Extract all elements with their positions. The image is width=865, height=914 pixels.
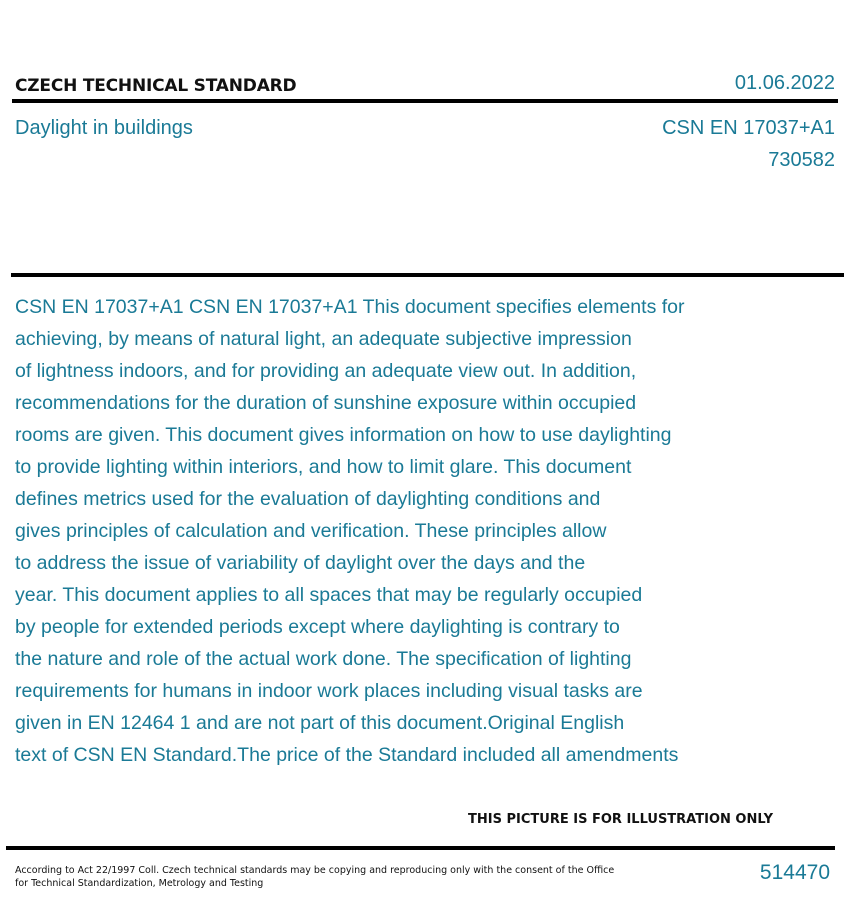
abstract-line: gives principles of calculation and verification. These principles allow xyxy=(15,520,607,542)
abstract-line: achieving, by means of natural light, an adequate subjective impression xyxy=(15,328,632,350)
abstract-line: by people for extended periods except where daylighting is contrary to xyxy=(15,616,620,638)
document-subject: Daylight in buildings xyxy=(15,117,193,139)
classification-number: 730582 xyxy=(768,149,835,171)
legal-line: for Technical Standardization, Metrology and Testing xyxy=(15,878,264,889)
legal-notice xyxy=(15,864,615,890)
abstract-line: of lightness indoors, and for providing an adequate view out. In addition, xyxy=(15,360,637,382)
abstract-line: rooms are given. This document gives information on how to use daylighting xyxy=(15,424,672,446)
document-abstract xyxy=(15,291,785,771)
abstract-line: text of CSN EN Standard.The price of the Standard included all amendments xyxy=(15,744,679,766)
abstract-line: the nature and role of the actual work done. The specification of lighting xyxy=(15,648,632,670)
legal-line: According to Act 22/1997 Coll. Czech technical standards may be copying and reproducing only with the consent of the Office xyxy=(15,865,615,876)
top-divider xyxy=(12,99,838,103)
abstract-line: to provide lighting within interiors, and how to limit glare. This document xyxy=(15,456,632,478)
abstract-line: to address the issue of variability of daylight over the days and the xyxy=(15,552,586,574)
illustration-notice: THIS PICTURE IS FOR ILLUSTRATION ONLY xyxy=(468,812,773,827)
abstract-line: requirements for humans in indoor work places including visual tasks are xyxy=(15,680,643,702)
footer-divider xyxy=(6,846,835,850)
standard-type-heading: CZECH TECHNICAL STANDARD xyxy=(15,76,297,96)
abstract-line: given in EN 12464 1 and are not part of this document.Original English xyxy=(15,712,625,734)
abstract-line: defines metrics used for the evaluation of daylighting conditions and xyxy=(15,488,601,510)
abstract-line: CSN EN 17037+A1 CSN EN 17037+A1 This document specifies elements for xyxy=(15,296,685,318)
standard-number: CSN EN 17037+A1 xyxy=(662,117,835,139)
header-divider xyxy=(11,273,844,277)
publication-date: 01.06.2022 xyxy=(734,72,835,94)
document-id: 514470 xyxy=(759,861,830,884)
abstract-line: year. This document applies to all spaces that may be regularly occupied xyxy=(15,584,643,606)
abstract-line: recommendations for the duration of sunshine exposure within occupied xyxy=(15,392,637,414)
